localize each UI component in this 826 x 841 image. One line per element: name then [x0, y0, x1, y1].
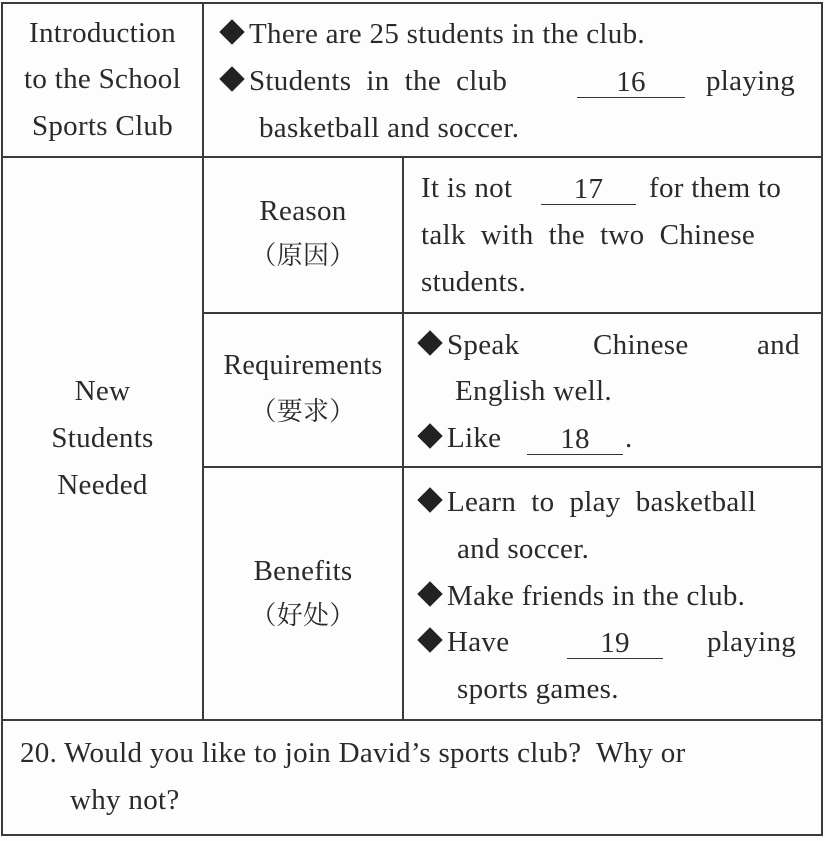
- blank-16-value: 16: [577, 67, 685, 98]
- blank-18[interactable]: [527, 424, 623, 455]
- blank-19[interactable]: [567, 628, 663, 659]
- new-students-label-line-2: Students: [51, 422, 154, 454]
- intro-bullet-2-text-a: Students in the club: [249, 65, 508, 97]
- benefits-bullet-2-text: Make friends in the club.: [447, 580, 746, 612]
- requirements-content-cell: [403, 313, 822, 467]
- benefits-bullet-3: [421, 628, 509, 657]
- requirements-bullet-2-text-b: .: [625, 422, 633, 454]
- intro-label-line-2: to the School: [24, 63, 181, 95]
- question-20-line-2: why not?: [70, 784, 180, 816]
- requirements-bullet-1-a: [421, 331, 519, 360]
- benefits-bullet-2: [421, 582, 745, 611]
- blank-19-value: 19: [567, 628, 663, 659]
- benefits-bullet-1: [421, 488, 756, 517]
- requirements-bullet-1-word-3: and: [757, 329, 800, 361]
- reason-label-cell: [203, 157, 403, 313]
- reason-line-1-a: It is not: [421, 172, 513, 204]
- reason-line-3: students.: [421, 266, 527, 298]
- intro-bullet-2-text-c: basketball and soccer.: [259, 112, 520, 144]
- benefits-label-cn: （好处）: [250, 601, 356, 631]
- benefits-bullet-1-text: Learn to play basketball: [447, 486, 757, 518]
- diamond-bullet-icon: [417, 487, 442, 512]
- requirements-bullet-1-word-1: Speak: [447, 329, 520, 361]
- reason-line-1-b: for them to: [649, 172, 782, 204]
- blank-16[interactable]: [577, 67, 685, 98]
- benefits-bullet-3-text-b: playing: [707, 626, 797, 658]
- intro-label-cell: [2, 3, 203, 157]
- requirements-bullet-1-line-2: English well.: [455, 375, 612, 407]
- diamond-bullet-icon: [417, 581, 442, 606]
- question-20-cell: [2, 720, 822, 835]
- blank-17-value: 17: [541, 174, 636, 205]
- intro-label-line-1: Introduction: [29, 17, 176, 49]
- reason-label: Reason: [259, 195, 347, 227]
- requirements-bullet-1-word-2: Chinese: [593, 329, 689, 361]
- diamond-bullet-icon: [417, 330, 442, 355]
- reason-label-cn: （原因）: [250, 241, 356, 271]
- intro-bullet-2: [223, 67, 507, 96]
- requirements-bullet-2: [421, 424, 501, 453]
- requirements-label: Requirements: [223, 350, 383, 381]
- diamond-bullet-icon: [219, 19, 244, 44]
- intro-label-line-3: Sports Club: [31, 110, 174, 142]
- question-20-line-1: 20. Would you like to join David’s sports club? Why or: [20, 737, 686, 769]
- reason-line-2: talk with the two Chinese: [421, 219, 756, 251]
- benefits-bullet-3-line-2: sports games.: [457, 673, 619, 705]
- requirements-label-cn: （要求）: [250, 397, 356, 427]
- intro-content-cell: [203, 3, 822, 157]
- benefits-content-cell: [403, 467, 822, 720]
- blank-18-value: 18: [527, 424, 623, 455]
- requirements-label-cell: [203, 313, 403, 467]
- benefits-bullet-3-text-a: Have: [447, 626, 510, 658]
- new-students-label-line-3: Needed: [57, 469, 148, 501]
- diamond-bullet-icon: [417, 627, 442, 652]
- intro-bullet-1-text: There are 25 students in the club.: [249, 18, 645, 50]
- benefits-label-cell: [203, 467, 403, 720]
- intro-bullet-2-text-b: playing: [706, 65, 796, 97]
- diamond-bullet-icon: [219, 66, 244, 91]
- benefits-bullet-1-line-2: and soccer.: [457, 533, 590, 565]
- requirements-bullet-2-text-a: Like: [447, 422, 502, 454]
- blank-17[interactable]: [541, 174, 636, 205]
- new-students-label-cell: [2, 157, 203, 720]
- benefits-label: Benefits: [253, 555, 353, 587]
- diamond-bullet-icon: [417, 423, 442, 448]
- intro-bullet-1: [223, 20, 645, 49]
- reason-content-cell: [403, 157, 822, 313]
- new-students-label-line-1: New: [74, 375, 131, 407]
